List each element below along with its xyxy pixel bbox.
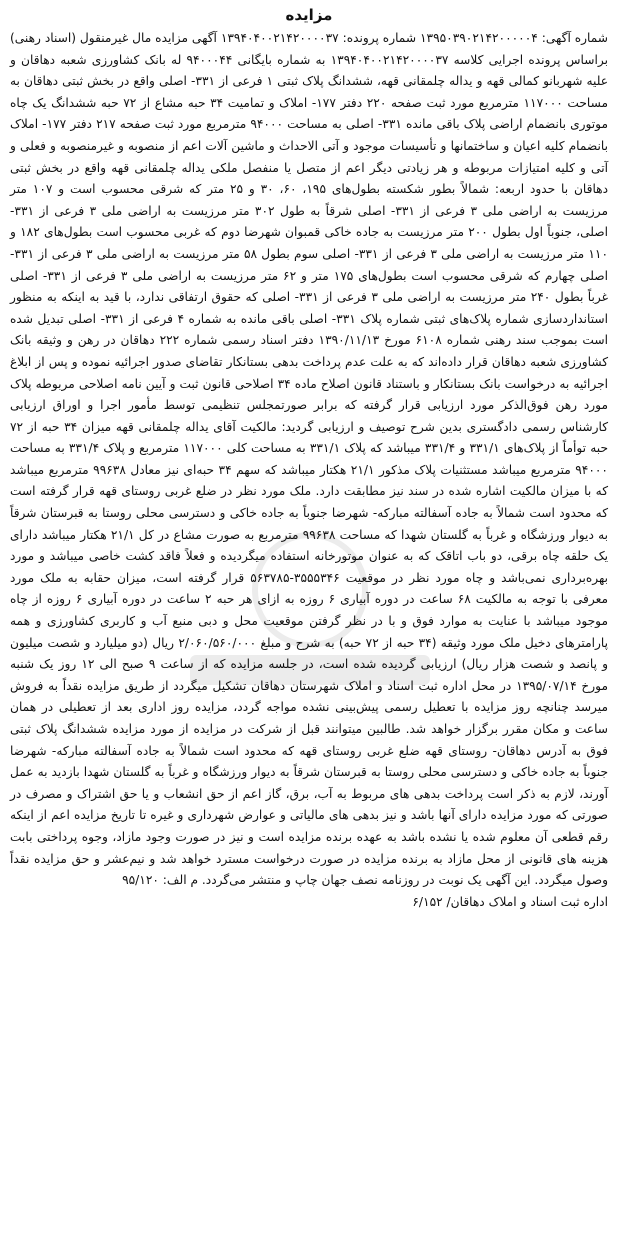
notice-footer: اداره ثبت اسناد و املاک دهاقان/ ۶/۱۵۲ — [412, 894, 608, 909]
notice-title: مزایده — [285, 6, 333, 24]
notice-body: شماره آگهی: ۱۳۹۵۰۳۹۰۲۱۴۲۰۰۰۰۰۴ شماره پرونده: ۱۳۹۴۰۴۰۰۲۱۴۲۰۰۰۰۳۷ آگهی مزایده مال غیرمنقول (اسناد رهنی) براساس پرونده اجرایی کلاسه ۱۳۹۴۰۴۰۰۲۱۴۲۰۰۰۰۳۷ به شماره بایگانی ۹۴۰۰۰۴۴ له بانک کشاورزی شعبه دهاقان و علیه شهربانو کمالی قهه و یداله چلمقانی قهه، ششدانگ پلاک ثبتی ۱ فرعی از ۳۳۱- اصلی واقع در بخش ثبتی دهاقان به مساحت ۱۱۷۰۰۰ مترمربع مورد ثبت صفحه ۲۲۰ دفتر ۱۷۷- املاک و تمامیت ۳۴ حبه مشاع از ۷۲ حبه ششدانگ یک چاه موتوری بانضمام اراضی پلاک باقی مانده ۳۳۱- اصلی به مساحت ۹۴۰۰۰ مترمربع مورد ثبت صفحه ۲۱۷ دفتر ۱۷۷- املاک بانضمام کلیه اعیان و ساختمانها و تأسیسات موجود و آتی الاحداث و ماشین آلات اعم از منصوبه و غیرمنصوبه و فعلی و آتی و کلیه امتیازات مربوطه و هر زیادتی دیگر اعم از متصل یا منفصل ملکی یداله چلمقانی قهه واقع در بخش ثبتی دهاقان با حدود اربعه: شمالاً بطور شکسته بطول‌های ۱۹۵، ۶۰، ۳۰ و ۲۵ متر که شرقی محسوب است و ۱۰۷ متر مرزیست به اراضی ملی ۳ فرعی از ۳۳۱- اصلی شرقاً به طول ۳۰۲ متر مرزیست به اراضی ملی ۳ فرعی از ۳۳۱- اصلی، جنوباً اول بطول ۲۰۰ متر مرزیست به جاده خاکی قمبوان شهرضا دوم که غربی محسوب است بطول‌های ۱۸۲ و ۱۱۰ متر مرزیست به اراضی ملی ۳ فرعی از ۳۳۱- اصلی سوم بطول ۵۸ متر مرزیست به اراضی ملی ۳ فرعی از ۳۳۱- اصلی چهارم که شرقی محسوب است بطول‌های ۱۷۵ متر و ۶۲ متر مرزیست به اراضی ملی ۳ فرعی از ۳۳۱- اصلی غرباً بطول ۲۴۰ متر مرزیست به اراضی ملی ۳ فرعی از ۳۳۱- اصلی که حقوق ارتفاقی ندارد، با قید به اینکه به منظور استانداردسازی شماره پلاک‌های ثبتی شماره پلاک ۳۳۱- اصلی باقی مانده به شماره ۴ فرعی از ۳۳۱- اصلی تبدیل شده است بموجب سند رهنی شماره ۶۱۰۸ مورخ ۱۳۹۰/۱۱/۱۳ دفتر اسناد رسمی شماره ۲۲۲ دهاقان در رهن و وثیقه بانک کشاورزی شعبه دهاقان قرار داده‌اند که به علت عدم پرداخت بدهی بستانکار تقاضای صدور اجرائیه نموده و پس از ابلاغ اجرائیه به درخواست بانک بستانکار و باستناد قانون اصلاح ماده ۳۴ اصلاحی قانون ثبت و آیین نامه اصلاحی مربوطه پلاک مورد رهن فوق‌الذکر مورد ارزیابی قرار گرفته که برابر صورتمجلس تنظیمی توسط مأمور اجرا و اوراق ارزیابی کارشناس رسمی دادگستری بدین شرح توصیف و ارزیابی گردید: مالکیت آقای یداله چلمقانی قهه میزان ۳۴ حبه از ۷۲ حبه توأماً از پلاک‌های ۳۳۱/۱ و ۳۳۱/۴ میباشد که پلاک ۳۳۱/۱ به مساحت کلی ۱۱۷۰۰۰ مترمربع و پلاک ۳۳۱/۴ به مساحت ۹۴۰۰۰ مترمربع میباشد مستثنیات پلاک مذکور ۲۱/۱ هکتار میباشد که سهم ۳۴ حبه‌ای نیز معادل ۹۹۶۳۸ مترمربع میباشد که با میزان مالکیت اشاره شده در سند نیز مطابقت دارد. ملک مورد نظر در ضلع غربی روستای قهه قرار گرفته است که محدود است شمالاً به جاده آسفالته مبارکه- شهرضا جنوباً به جاده خاکی و دسترسی محلی روستا به قبرستان شرقاً به دیوار ورزشگاه و غرباً به گلستان شهدا که مساحت ۹۹۶۳۸ مترمربع به صورت مشاع در کل ۲۱/۱ هکتار میباشد دارای یک حلقه چاه برقی، دو باب اتاقک که به عنوان موتورخانه استفاده میگردیده و فعلاً فاقد کشت خاصی میباشد و مورد بهره‌برداری نمی‌باشد و چاه مورد نظر در موقعیت ۳۵۵۵۳۴۶-۵۶۳۷۸۵ قرار گرفته است، میزان حقابه به ملک مورد معرفی با توجه به مالکیت ۶۸ ساعت در دوره آبیاری ۶ روزه به ازای هر حبه ۲ ساعت در دوره آبیاری ۶ روزه از چاه موجود میباشد با عنایت به موارد فوق و با در نظر گرفتن موقعیت محل و دبی منبع آب و کاربری کشاورزی و همه پارامترهای دخیل ملک مورد وثیقه (۳۴ حبه از ۷۲ حبه) به شرح و مبلغ ۲/۰۶۰/۵۶۰/۰۰۰ ریال (دو میلیارد و شصت میلیون و پانصد و شصت هزار ریال) ارزیابی گردیده شده است، در جلسه مزایده که از ساعت ۹ صبح الی ۱۲ روز یک شنبه مورخ ۱۳۹۵/۰۷/۱۴ در محل اداره ثبت اسناد و املاک شهرستان دهاقان تشکیل میگردد از طریق مزایده نقداً به فروش میرسد چنانچه روز مزایده با تعطیل رسمی پیش‌بینی نشده مواجه گردد، مزایده روز اداری بعد از تعطیلی در همان ساعت و مکان مقرر برگزار خواهد شد. طالبین میتوانند قبل از شرکت در مزایده از مورد مزایده ششدانگ پلاک ثبتی فوق به آدرس دهاقان- روستای قهه ضلع غربی روستای قهه که محدود است شمالاً به جاده آسفالته مبارکه- شهرضا جنوباً به جاده خاکی و دسترسی محلی روستا به قبرستان شرقاً به دیوار ورزشگاه و غرباً به گلستان شهدا بازدید به عمل آورند، لازم به ذکر است پرداخت بدهی های مربوط به آب، برق، گاز اعم از حق انشعاب و یا حق اشتراک و مصرف در صورتی که مورد مزایده دارای آنها باشد و نیز بدهی های مالیاتی و عوارض شهرداری و غیره تا تاریخ مزایده اعم از اینکه رقم قطعی آن معلوم شده یا نشده باشد به عهده برنده مزایده است و نیز در صورت وجود مازاد، وجوه پرداختی بابت هزینه های قانونی از محل مازاد به برنده مزایده در صورت درخواست مسترد خواهد شد و نیم‌عشر و حق مزایده نقداً وصول میگردد. این آگهی یک نوبت در روزنامه نصف جهان چاپ و منتشر می‌گردد. م الف: ۹۵/۱۲۰ — [10, 31, 609, 888]
